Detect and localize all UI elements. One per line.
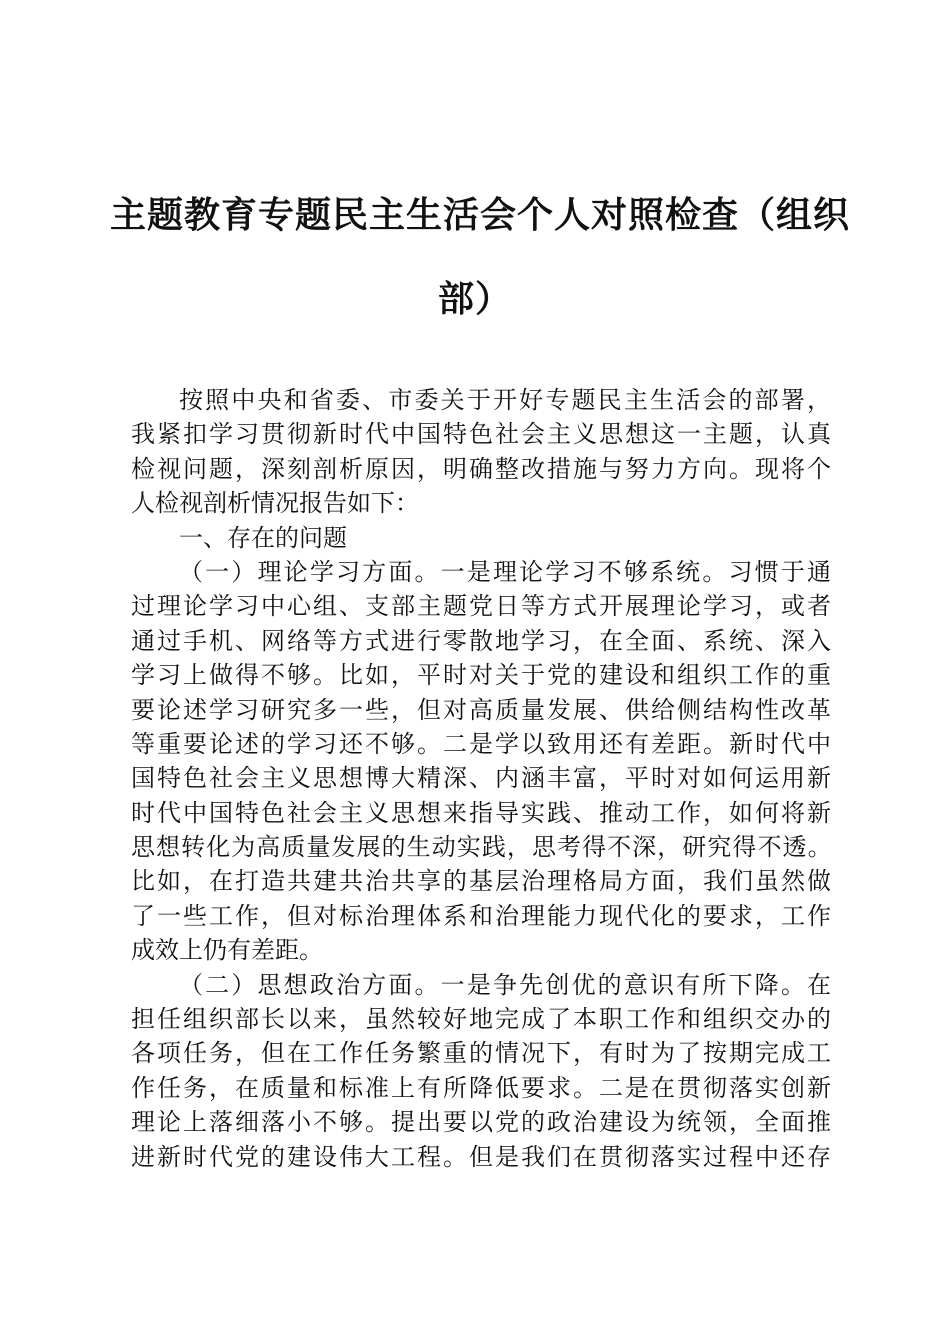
body-line: 比如，在打造共建共治共享的基层治理格局方面，我们虽然做 <box>131 867 831 896</box>
body-line: 进新时代党的建设伟大工程。但是我们在贯彻落实过程中还存 <box>131 1142 831 1171</box>
body-line: 思想转化为高质量发展的生动实践，思考得不深，研究得不透。 <box>131 833 831 862</box>
body-line: 成效上仍有差距。 <box>131 936 323 965</box>
body-line: （一）理论学习方面。一是理论学习不够系统。习惯于通 <box>179 557 831 586</box>
body-line: 理论上落细落小不够。提出要以党的政治建设为统领，全面推 <box>131 1108 831 1137</box>
body-line: 作任务，在质量和标准上有所降低要求。二是在贯彻落实创新 <box>131 1073 831 1102</box>
body-line: 等重要论述的学习还不够。二是学以致用还有差距。新时代中 <box>131 729 831 758</box>
body-line: 了一些工作，但对标治理体系和治理能力现代化的要求，工作 <box>131 901 831 930</box>
body-line: 国特色社会主义思想博大精深、内涵丰富，平时对如何运用新 <box>131 764 831 793</box>
body-line: 过理论学习中心组、支部主题党日等方式开展理论学习，或者 <box>131 592 831 621</box>
body-line: （二）思想政治方面。一是争先创优的意识有所下降。在 <box>179 970 831 999</box>
body-line: 各项任务，但在工作任务繁重的情况下，有时为了按期完成工 <box>131 1039 831 1068</box>
body-line: 人检视剖析情况报告如下： <box>131 489 419 518</box>
document-title-line-1: 主题教育专题民主生活会个人对照检查（组织 <box>110 194 851 236</box>
document-title-line-2: 部） <box>437 278 512 320</box>
body-line: 我紧扣学习贯彻新时代中国特色社会主义思想这一主题，认真 <box>131 420 831 449</box>
section-heading: 一、存在的问题 <box>179 523 347 552</box>
body-line: 时代中国特色社会主义思想来指导实践、推动工作，如何将新 <box>131 798 831 827</box>
body-line: 通过手机、网络等方式进行零散地学习，在全面、系统、深入 <box>131 626 831 655</box>
body-line: 学习上做得不够。比如，平时对关于党的建设和组织工作的重 <box>131 661 831 690</box>
body-line: 要论述学习研究多一些，但对高质量发展、供给侧结构性改革 <box>131 695 831 724</box>
body-line: 检视问题，深刻剖析原因，明确整改措施与努力方向。现将个 <box>131 454 831 483</box>
document-body <box>131 383 831 1174</box>
body-line: 担任组织部长以来，虽然较好地完成了本职工作和组织交办的 <box>131 1005 831 1034</box>
body-line: 按照中央和省委、市委关于开好专题民主生活会的部署， <box>179 386 831 414</box>
